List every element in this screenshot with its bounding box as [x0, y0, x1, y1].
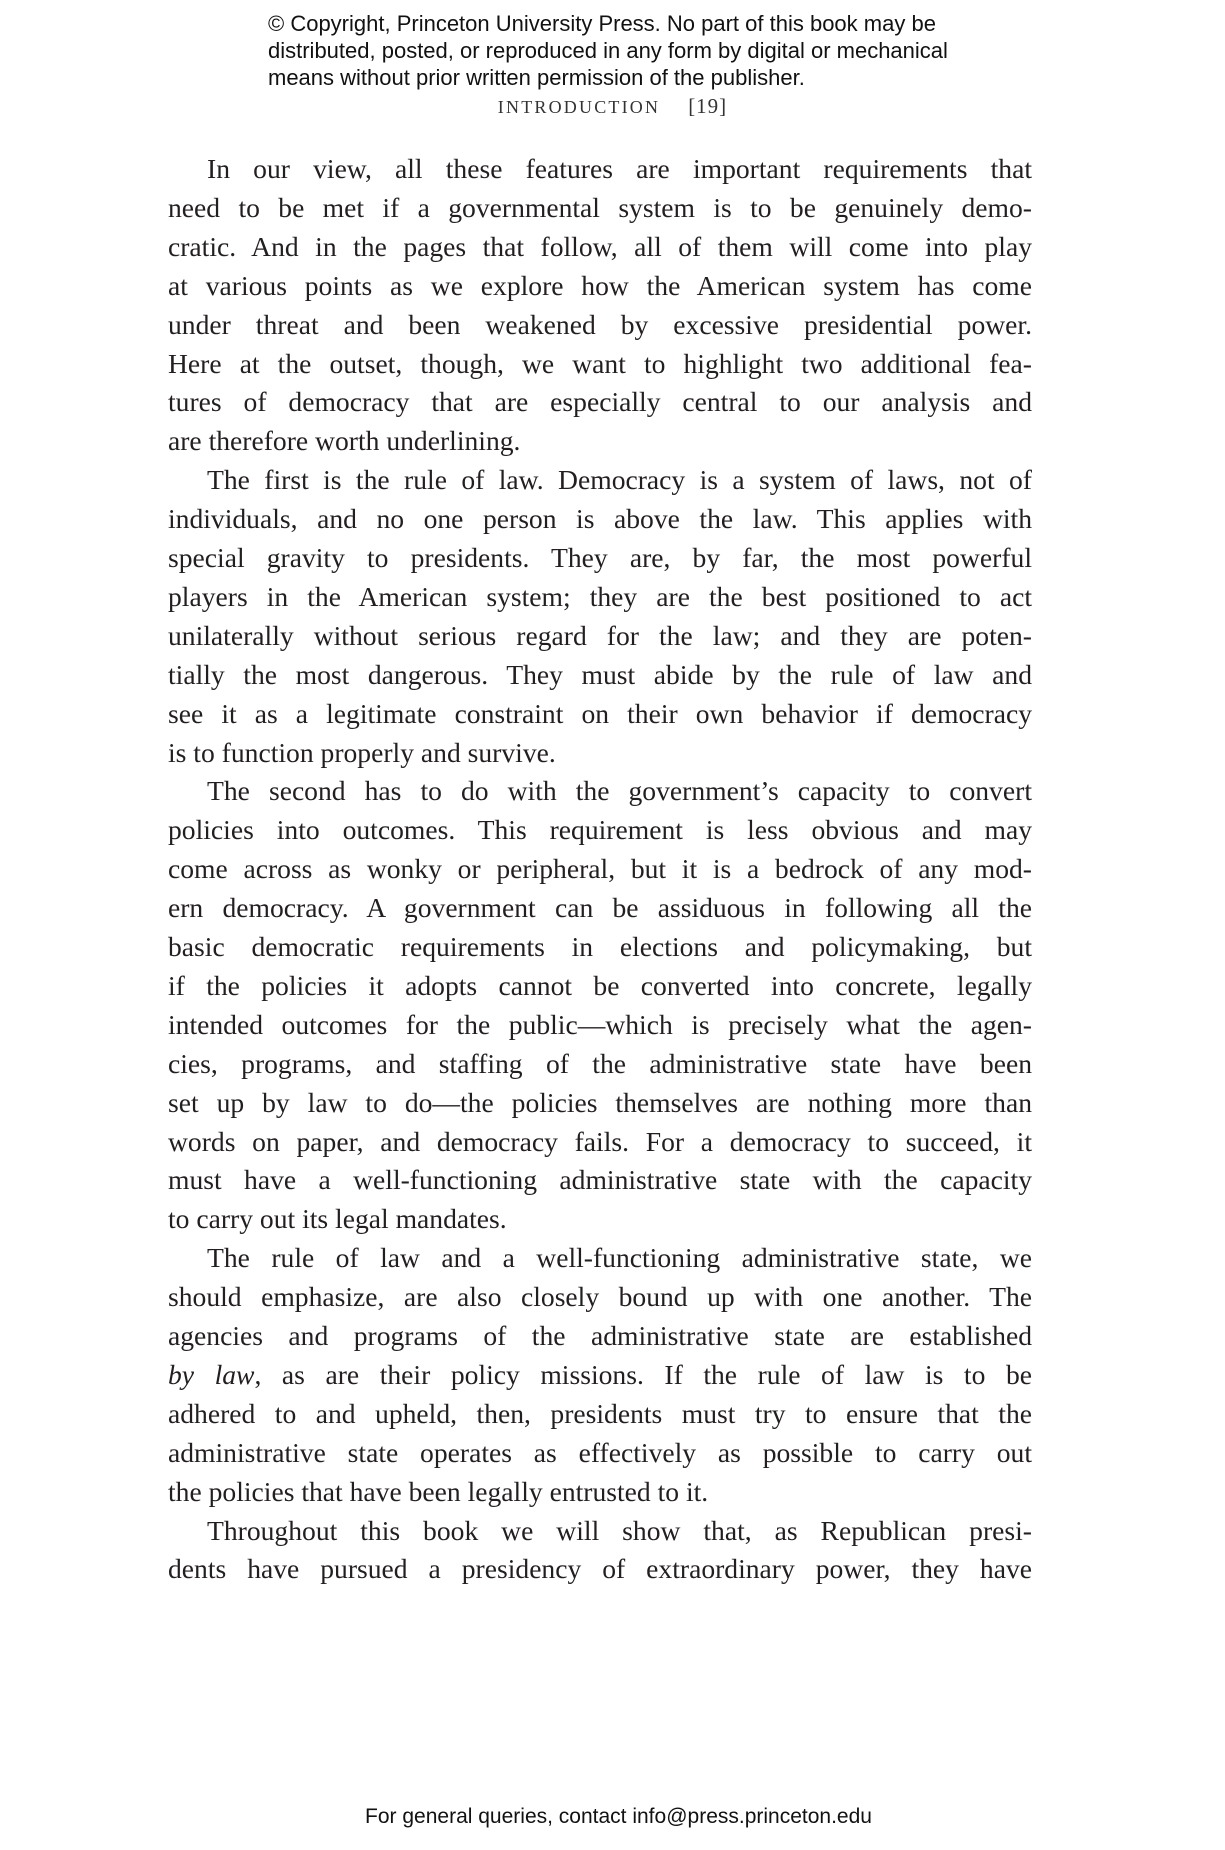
section-title: INTRODUCTION [497, 97, 661, 117]
text-line: Throughout this book we will show that, as Republican presi- [207, 1514, 1032, 1546]
text-line: Here at the outset, though, we want to highlight two additional fea- [168, 347, 1032, 379]
text-line: is to function properly and survive. [168, 736, 556, 768]
text-line: administrative state operates as effectively as possible to carry out [168, 1436, 1032, 1468]
text-line: tures of democracy that are especially central to our analysis and [168, 386, 1032, 418]
text-line: ern democracy. A government can be assiduous in following all the [168, 892, 1032, 924]
running-head [0, 94, 1225, 119]
text-line: set up by law to do—the policies themselves are nothing more than [168, 1086, 1032, 1118]
text-line: cies, programs, and staffing of the administrative state have been [168, 1047, 1032, 1079]
text-line: dents have pursued a presidency of extraordinary power, they have [168, 1553, 1032, 1585]
copyright-line: means without prior written permission of the publisher. [268, 65, 805, 90]
text-line: tially the most dangerous. They must abide by the rule of law and [168, 658, 1032, 690]
text-line: by law, as are their policy missions. If the rule of law is to be [168, 1358, 1032, 1390]
text-line: individuals, and no one person is above the law. This applies with [168, 503, 1032, 535]
text-line: to carry out its legal mandates. [168, 1203, 507, 1235]
copyright-notice [268, 10, 988, 91]
copyright-line: © Copyright, Princeton University Press. No part of this book may be [268, 11, 936, 36]
text-line: unilaterally without serious regard for the law; and they are poten- [168, 619, 1032, 651]
text-line: agencies and programs of the administrative state are established [168, 1320, 1032, 1351]
text-line: basic democratic requirements in elections and policymaking, but [168, 931, 1032, 962]
text-line: The first is the rule of law. Democracy is a system of laws, not of [207, 464, 1032, 496]
italic-emphasis: by law [168, 1358, 255, 1390]
text-line: In our view, all these features are important requirements that [207, 153, 1032, 184]
text-line: need to be met if a governmental system is to be genuinely demo- [168, 191, 1032, 223]
text-line: are therefore worth underlining. [168, 425, 521, 457]
text-line: at various points as we explore how the American system has come [168, 269, 1032, 301]
text-line: intended outcomes for the public—which is precisely what the agen- [168, 1008, 1032, 1040]
footer-contact: For general queries, contact info@press.princeton.edu [365, 1805, 872, 1828]
text-line: The rule of law and a well-functioning administrative state, we [207, 1242, 1032, 1274]
copyright-line: distributed, posted, or reproduced in any form by digital or mechanical [268, 38, 948, 63]
text-line: special gravity to presidents. They are, by far, the most powerful [168, 542, 1032, 573]
text-line: The second has to do with the government’s capacity to convert [207, 775, 1032, 807]
page-number: [19] [688, 94, 728, 118]
text-line: must have a well-functioning administrative state with the capacity [168, 1164, 1032, 1196]
text-line: players in the American system; they are the best positioned to act [168, 580, 1032, 612]
text-line: come across as wonky or peripheral, but it is a bedrock of any mod- [168, 853, 1032, 885]
text-line: the policies that have been legally entrusted to it. [168, 1475, 709, 1507]
text-line: if the policies it adopts cannot be converted into concrete, legally [168, 969, 1032, 1001]
text-line: cratic. And in the pages that follow, all of them will come into play [168, 230, 1032, 262]
text-line: policies into outcomes. This requirement is less obvious and may [168, 814, 1032, 846]
text-line: words on paper, and democracy fails. For a democracy to succeed, it [168, 1125, 1032, 1157]
text-line: see it as a legitimate constraint on their own behavior if democracy [168, 697, 1032, 729]
text-line: adhered to and upheld, then, presidents must try to ensure that the [168, 1397, 1032, 1429]
text-line: under threat and been weakened by excessive presidential power. [168, 308, 1032, 340]
text-line: should emphasize, are also closely bound up with one another. The [168, 1281, 1032, 1313]
